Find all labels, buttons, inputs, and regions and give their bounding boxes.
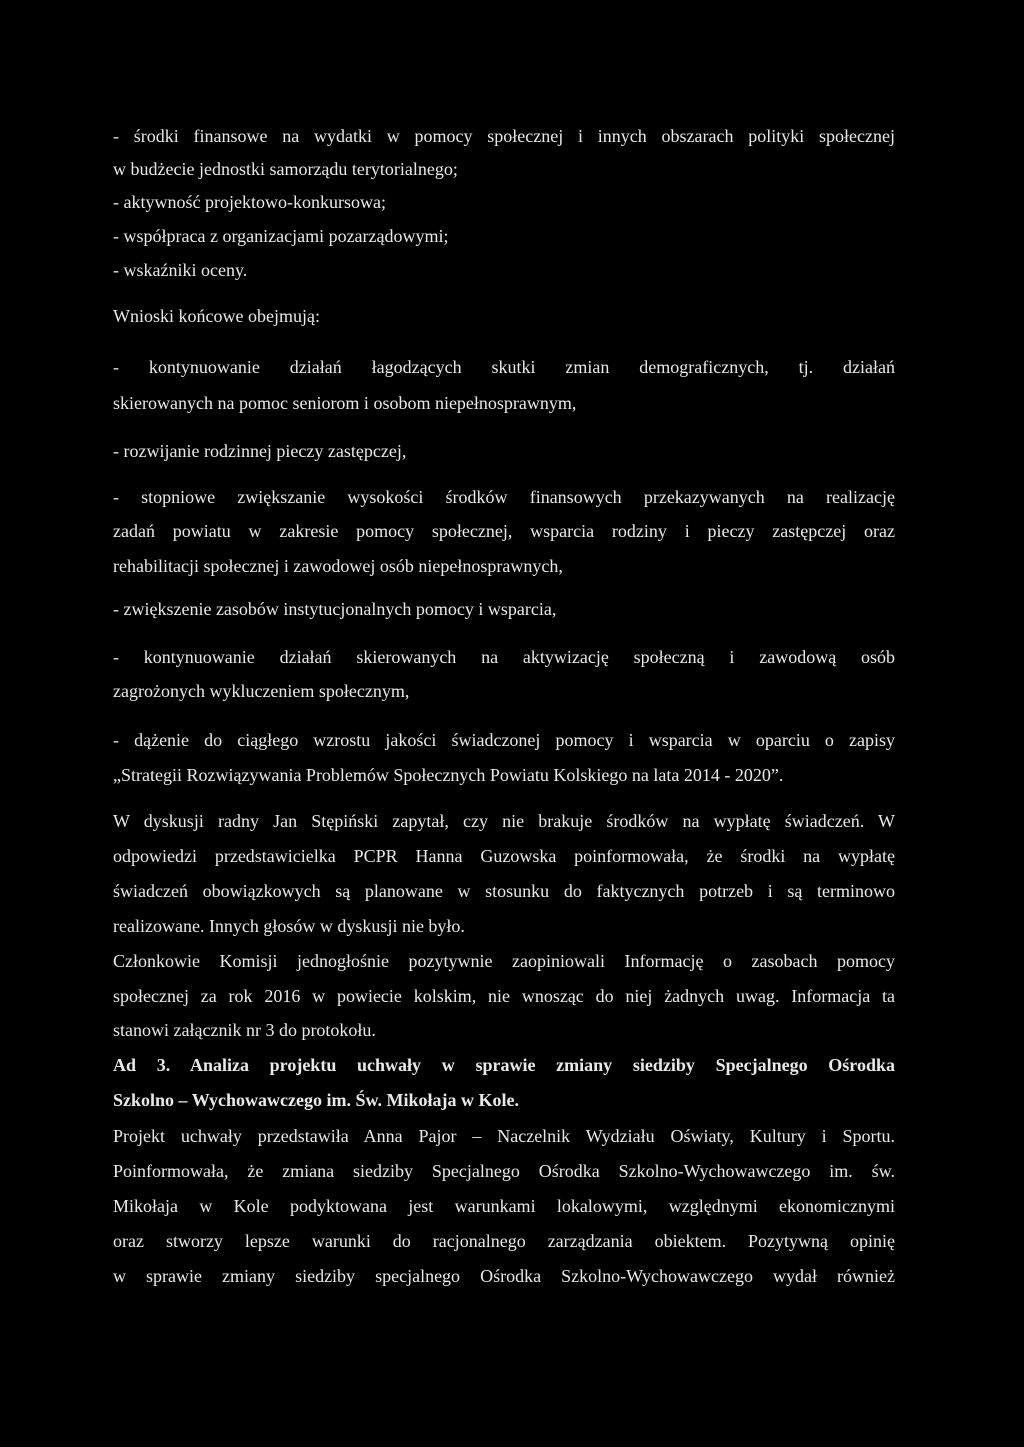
text-line: - rozwijanie rodzinnej pieczy zastępczej,: [113, 441, 407, 461]
text-line: w budżecie jednostki samorządu terytorialnego;: [113, 159, 458, 179]
text-line: zagrożonych wykluczeniem społecznym,: [113, 681, 410, 701]
text-line: - wskaźniki oceny.: [113, 260, 248, 280]
text-line: oraz stworzy lepsze warunki do racjonalnego zarządzania obiektem. Pozytywną opinię: [113, 1231, 895, 1251]
text-line: - środki finansowe na wydatki w pomocy społecznej i innych obszarach polityki społecznej: [113, 126, 895, 146]
text-line: odpowiedzi przedstawicielka PCPR Hanna Guzowska poinformowała, że środki na wypłatę: [113, 846, 895, 866]
text-line: realizowane. Innych głosów w dyskusji nie było.: [113, 916, 465, 936]
text-line: „Strategii Rozwiązywania Problemów Społecznych Powiatu Kolskiego na lata 2014 - 2020”.: [113, 765, 784, 785]
text-line: w sprawie zmiany siedziby specjalnego Ośrodka Szkolno-Wychowawczego wydał również: [113, 1266, 895, 1286]
text-line: Mikołaja w Kole podyktowana jest warunkami lokalowymi, względnymi ekonomicznymi: [113, 1196, 895, 1216]
text-line: - kontynuowanie działań skierowanych na aktywizację społeczną i zawodową osób: [113, 647, 895, 667]
text-line: skierowanych na pomoc seniorom i osobom niepełnosprawnym,: [113, 393, 577, 413]
text-line: - zwiększenie zasobów instytucjonalnych pomocy i wsparcia,: [113, 599, 557, 619]
section-heading-line: Szkolno – Wychowawczego im. Św. Mikołaja w Kole.: [113, 1090, 519, 1110]
text-line: rehabilitacji społecznej i zawodowej osób niepełnosprawnych,: [113, 556, 563, 576]
text-line: - stopniowe zwiększanie wysokości środków finansowych przekazywanych na realizację: [113, 487, 895, 507]
text-line: Poinformowała, że zmiana siedziby Specjalnego Ośrodka Szkolno-Wychowawczego im. św.: [113, 1161, 895, 1181]
text-line: - aktywność projektowo-konkursowa;: [113, 192, 386, 212]
text-line: Projekt uchwały przedstawiła Anna Pajor – Naczelnik Wydziału Oświaty, Kultury i Sportu.: [113, 1126, 895, 1146]
section-heading-line: Ad 3. Analiza projektu uchwały w sprawie zmiany siedziby Specjalnego Ośrodka: [113, 1055, 895, 1075]
text-line: - współpraca z organizacjami pozarządowymi;: [113, 226, 449, 246]
text-line: Członkowie Komisji jednogłośnie pozytywnie zaopiniowali Informację o zasobach pomocy: [113, 951, 895, 971]
text-line: - kontynuowanie działań łagodzących skutki zmian demograficznych, tj. działań: [113, 357, 895, 377]
text-line: Wnioski końcowe obejmują:: [113, 306, 320, 326]
text-line: stanowi załącznik nr 3 do protokołu.: [113, 1020, 376, 1040]
text-line: - dążenie do ciągłego wzrostu jakości świadczonej pomocy i wsparcia w oparciu o zapisy: [113, 730, 895, 750]
text-line: W dyskusji radny Jan Stępiński zapytał, czy nie brakuje środków na wypłatę świadczeń. W: [113, 811, 895, 831]
text-line: społecznej za rok 2016 w powiecie kolskim, nie wnosząc do niej żadnych uwag. Informacja ta: [113, 986, 895, 1006]
text-line: świadczeń obowiązkowych są planowane w stosunku do faktycznych potrzeb i są terminowo: [113, 881, 895, 901]
text-line: zadań powiatu w zakresie pomocy społecznej, wsparcia rodziny i pieczy zastępczej oraz: [113, 521, 895, 541]
